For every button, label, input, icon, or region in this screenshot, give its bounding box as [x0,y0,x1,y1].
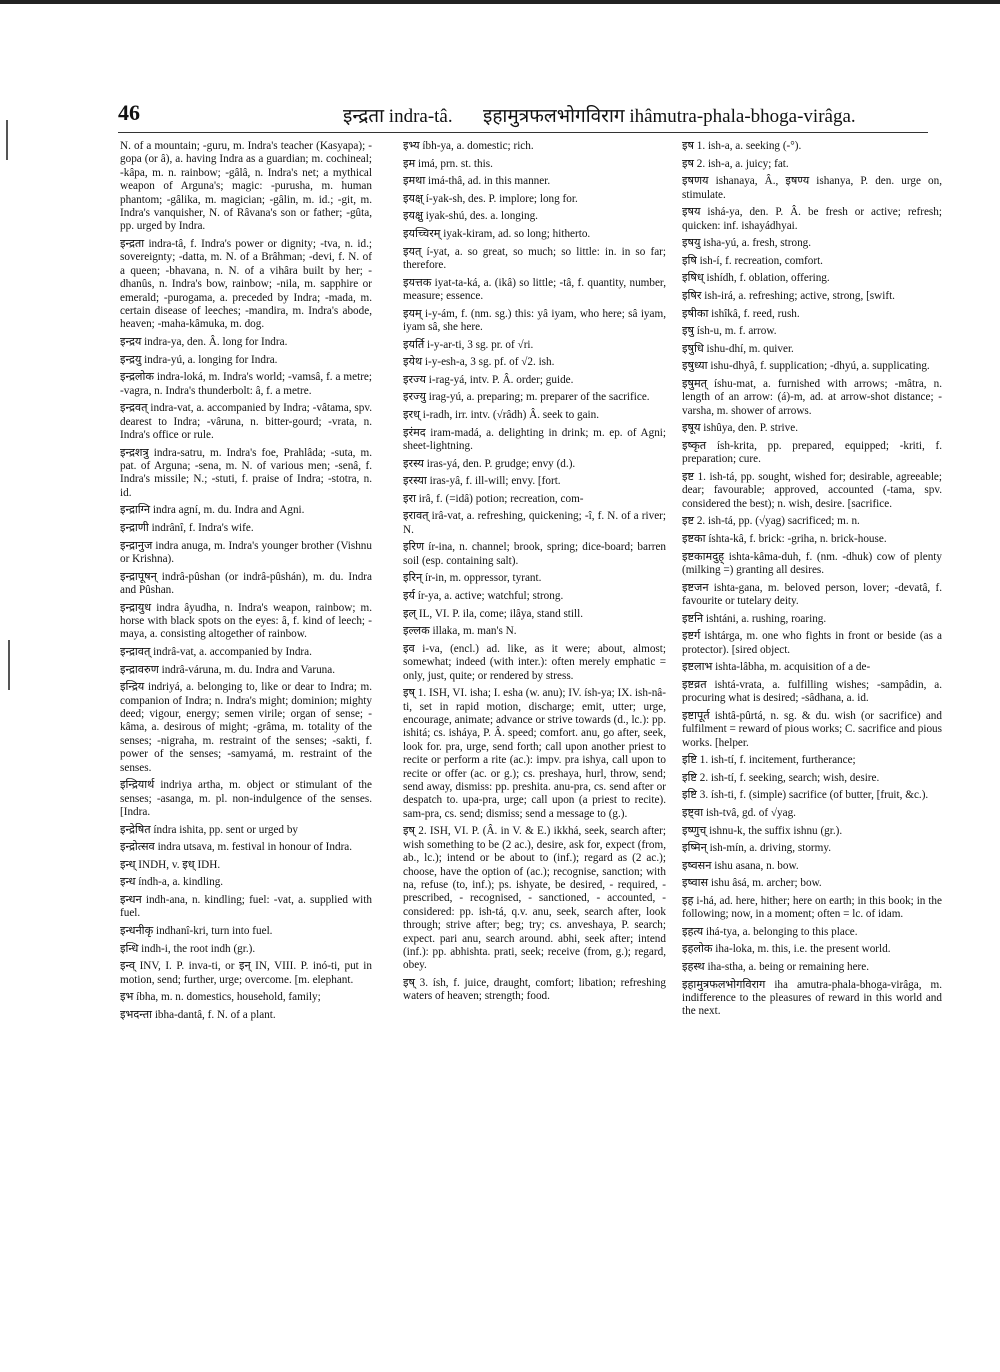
dictionary-entry: इषुधि ishu-dhí, m. quiver. [682,342,794,355]
dictionary-entry: इन्द्रिय indriyá, a. belonging to, like or dear to Indra; m. companion of Indra; n. Indra's might; dominion; mighty deed; vigour, energy; semen virile; organ of sense; -kâma, a. desirous of might; -grâma, m. totality of the senses; -nigraha, m. restraint of the senses; -sakti, f. power of the senses; -samyamá, m. restraint of the senses. [120,681,372,774]
dictionary-entry: इष्मिन् ish-mín, a. driving, stormy. [682,842,832,855]
top-border [0,0,1000,4]
dictionary-entry: इरस्या iras-yâ, f. ill-will; envy. [fort. [403,475,561,488]
margin-mark [8,640,10,690]
dictionary-entry: इरध् i-radh, irr. intv. (√râdh) Â. seek to gain. [403,408,600,421]
dictionary-entry: इषि ish-í, f. recreation, comfort. [682,254,823,267]
dictionary-entry: इष्टि 2. ish-tí, f. seeking, search; wish, desire. [682,771,880,784]
column-1 [120,140,372,1026]
dictionary-entry: इयेथ i-y-esh-a, 3 sg. pf. of √2. ish. [403,356,555,369]
dictionary-entry: इयक्ष् í-yak-sh, des. P. implore; long for. [403,192,578,205]
dictionary-entry: इभदन्ता ibha-dantâ, f. N. of a plant. [120,1008,276,1021]
dictionary-entry: इष 1. ish-a, a. seeking (-°). [682,140,802,152]
dictionary-entry: इष्टजन ishta-gana, m. beloved person, lover; -devatâ, f. favourite or tutelary deity. [682,581,942,607]
dictionary-entry: इन्ध् INDH, v. इध् IDH. [120,858,221,871]
dictionary-entry: इष 2. ish-a, a. juicy; fat. [682,157,789,170]
dictionary-entry: इष्टव्रत ishtá-vrata, a. fulfilling wishes; -sampâdin, a. procuring what is desired; -sâdhana, a. id. [682,678,942,705]
dictionary-entry: इयर्ति i-y-ar-ti, 3 sg. pr. of √ri. [403,338,534,351]
dictionary-entry: इष्ट्वा ish-tvâ, gd. of √yag. [682,806,796,819]
dictionary-entry: इष् 3. ísh, f. juice, draught, comfort; libation; refreshing waters of heaven; strength; food. [403,977,666,1003]
dictionary-entry: इयम् i-y-ám, f. (nm. sg.) this: yâ iyam, who here; sâ iyam, iyam sâ, she here. [403,307,666,333]
header-rule [118,132,928,133]
dictionary-entry: इहस्थ iha-stha, a. being or remaining here. [682,961,870,974]
running-head-right: इहामुत्रफलभोगविराग ihâmutra-phala-bhoga-virâga. [483,106,856,127]
page-header [118,100,928,130]
dictionary-entry: इन्द्रानुज indra anuga, m. Indra's younger brother (Vishnu or Krishna). [120,539,372,566]
dictionary-entry: इयत् í-yat, a. so great, so much; so little: in. in so far; therefore. [403,245,666,271]
dictionary-entry: इन्द्रयु indra-yú, a. longing for Indra. [120,353,278,366]
running-head-left: इन्द्रता indra-tâ. [343,106,453,127]
dictionary-entry: इभ्य íbh-ya, a. domestic; rich. [403,140,534,152]
dictionary-entry: इम imá, prn. st. this. [403,157,493,170]
dictionary-entry: इष्वसन ishu asana, n. bow. [682,859,799,872]
margin-mark [6,120,8,160]
dictionary-entry: इषुमत् íshu-mat, a. furnished with arrows; -mâtra, n. length of an arrow: (á)-m, ad. at arrow-shot distance; -varsha, m. shower of arrows. [682,377,942,417]
dictionary-entry: इर्य ír-ya, a. active; watchful; strong. [403,589,564,602]
dictionary-entry: इष्टलाभ ishta-lâbha, m. acquisition of a de- [682,661,871,674]
dictionary-entry: इष्टनि ishtáni, a. rushing, roaring. [682,612,827,625]
dictionary-entry: इरिण ír-ina, n. channel; brook, spring; dice-board; barren soil (esp. containing salt). [403,541,666,567]
dictionary-entry: इरज्य i-rag-yá, intv. P. Â. order; guide. [403,373,574,386]
column-2 [403,140,666,1008]
dictionary-entry: इन्द्रलोक indra-loká, m. Indra's world; -vamsâ, f. a metre; -vagra, n. Indra's thunderbolt: â, f. a metre. [120,371,372,397]
dictionary-entry: इन्द्राणी indrânî, f. Indra's wife. [120,522,254,535]
dictionary-entry: इन्द्रावरुण indrâ-váruna, m. du. Indra and Varuna. [120,663,336,676]
dictionary-entry: इन्ध índh-a, a. kindling. [120,876,224,889]
dictionary-entry: इन्द्रापूषन् indrâ-pûshan (or indrâ-pûshán), m. du. Indra and Pûshan. [120,570,372,597]
dictionary-entry: इमथा imá-thâ, ad. in this manner. [403,175,551,188]
dictionary-entry: इरस्य iras-yá, den. P. grudge; envy (d.). [403,457,576,470]
dictionary-entry: इषय ishá-ya, den. P. Â. be fresh or active; refresh; quicken: inf. ishayádhyai. [682,206,942,232]
dictionary-entry: इन्द्रियार्थ indriya artha, m. object or stimulant of the senses; -asanga, m. pl. non-indulgence of the senses. [Indra. [120,779,372,819]
dictionary-entry: इष्टका íshta-kâ, f. brick: -griha, n. brick-house. [682,532,887,545]
dictionary-entry: इन्धनीकृ indhanî-kri, turn into fuel. [120,925,273,938]
dictionary-entry: इल् IL, VI. P. ila, come; ilâya, stand still. [403,607,584,620]
dictionary-entry: इरावत् irâ-vat, a. refreshing, quickening; -î, f. N. of a river; N. [403,510,666,536]
dictionary-entry: इष्वास ishu âsá, m. archer; bow. [682,877,822,890]
dictionary-entry: इष्टर्ग ishtárga, m. one who fights in front or beside (as a protector). [sired object. [682,630,942,656]
dictionary-entry: इयत्तक iyat-ta-ká, a. (ikâ) so little; -tâ, f. quantity, number, measure; essence. [403,276,666,302]
dictionary-entry: इरिन् ír-in, m. oppressor, tyrant. [403,572,542,585]
dictionary-entry: इष्टि 3. ísh-ti, f. (simple) sacrifice (of butter, [fruit, &c.). [682,789,929,802]
dictionary-entry: इरंमद iram-madá, a. delighting in drink; m. ep. of Agni; sheet-lightning. [403,426,666,452]
dictionary-entry: इन्द्रय indra-ya, den. Â. long for Indra. [120,336,288,349]
dictionary-entry: इहामुत्रफलभोगविराग iha amutra-phala-bhoga-virâga, m. indifference to the pleasures of reward in this world and the next. [682,978,942,1018]
dictionary-entry: इषूय ishûya, den. P. strive. [682,422,799,435]
dictionary-entry: इन्द्राग्नि indra agní, m. du. Indra and Agni. [120,504,305,517]
dictionary-entry: इषिर ish-irá, a. refreshing; active, strong, [swift. [682,289,895,302]
dictionary-entry: इषिध् ishídh, f. oblation, offering. [682,272,830,285]
dictionary-entry: इरज्यु irag-yú, a. preparing; m. preparer of the sacrifice. [403,391,650,404]
dictionary-entry: इष् 2. ISH, VI. P. (Â. in V. & E.) ikkhá, seek, search after; wish something to be (2 ac.), desire, ask for, expect (from, ab., lc.); intend or be about to (inf.); regard as (2 ac.); choose, have the option of (ac.); recognise, sanction; with na, refuse (to, inf.); ps. ishyate, be desired, - required, - prescribed, - recognised, - sanctioned, - accounted, - considered: pp. ish-tá, q.v. anu, seek, search after, look through; strive after; beg; try; cs. anveshaya, P. search; expect. pari anu, search around. abhi, seek after; intend (inf.): pp. abhishta. prati, seek; receive (from, g.); regard, obey. [403,825,666,972]
dictionary-entry: इभ íbha, m. n. domestics, household, family; [120,991,321,1004]
dictionary-entry: इन्द्रोत्सव indra utsava, m. festival in honour of Indra. [120,841,353,854]
dictionary-entry: इन्द्रावत् indrâ-vat, a. accompanied by Indra. [120,646,312,659]
dictionary-entry: इव i-va, (encl.) ad. like, as it were; about, almost; somewhat; indeed (with inter.): often merely emphatic = only, just, quite; or rendered by stress. [403,642,666,682]
dictionary-entry: इहलोक iha-loka, m. this, i.e. the present world. [682,943,891,956]
dictionary-entry: इषणय ishanaya, Â., इषण्य ishanya, P. den. urge on, stimulate. [682,175,942,201]
dictionary-entry: इयच्चिरम् iyak-kiram, ad. so long; hitherto. [403,227,591,240]
dictionary-entry: इष्णुच् ishnu-k, the suffix ishnu (gr.). [682,824,843,837]
dictionary-entry: इन्द्रवत् indra-vat, a. accompanied by Indra; -vâtama, spv. dearest to Indra; -vâruna, n. bitter-gourd; -vrata, n. Indra's office or rule. [120,402,372,442]
dictionary-entry: इह i-há, ad. here, hither; here on earth; in this book; in the following; now, in a moment; often = lc. of idam. [682,894,942,921]
dictionary-entry: इष्कृत ísh-krita, pp. prepared, equipped; -kriti, f. preparation; cure. [682,439,942,466]
dictionary-entry: इन्धि indh-i, the root indh (gr.). [120,942,256,955]
dictionary-entry: इषयु isha-yú, a. fresh, strong. [682,237,812,250]
dictionary-entry: इष्ट 2. ish-tá, pp. (√yag) sacrificed; m. n. [682,515,860,528]
dictionary-entry: इषुध्या ishu-dhyâ, f. supplication; -dhyú, a. supplicating. [682,360,930,373]
dictionary-entry: इष्टकामदुह् ishta-kâma-duh, f. (nm. -dhuk) cow of plenty (milking =) granting all desires. [682,550,942,576]
dictionary-entry: इष् 1. ISH, VI. isha; I. esha (w. anu); IV. ísh-ya; IX. ish-nâ-ti, set in rapid motion, discharge; emit, utter; urge, encourage, animate; advance or strive towards (d., lc.): pp. ishitá; cs. isháya, P. Â. speed; comfort. anu, go after, seek, look for. pra, urge, send forth; call upon another priest to recite or perform a rite (ac.): impv. pra ishya, call upon to recite or offer (ac. or g.); cs. preshaya, hurl, throw, send; send away, dismiss: pp. preshita. anu-pra, cs. send after or despatch to. upa-pra, urge; call upon (a priest to recite). sam-pra, cs. send; dismiss; send a message to (g.). [403,687,666,820]
dictionary-entry: इरा irâ, f. (=idâ) potion; recreation, com- [403,492,584,505]
dictionary-entry: इष्ट 1. ish-tá, pp. sought, wished for; desirable, agreeable; dear; favourable; approved, accounted (-tama, spv. considered the best); n. wish, desire. [sacrifice. [682,470,942,510]
column-3 [682,140,942,1023]
dictionary-entry: N. of a mountain; -guru, m. Indra's teacher (Kasyapa); -gopa (or â), a. having Indra as a guardian; m. cochineal; -kâpa, m. n. rainbow; -gâlâ, n. Indra's net; a mythical weapon of Arguna's; magic: -purusha, m. human phantom; -gâlika, m. magician; -gâlin, m. id.; -git, m. Indra's vanquisher, N. of Râvana's son or father; -gûta, pp. urged by Indra. [120,140,372,233]
dictionary-entry: इन्द्रशत्रु indra-satru, m. Indra's foe, Prahlâda; -suta, m. pat. of Arguna; -sena, m. N. of various men; -senâ, f. Indra's missile; N.; -stuti, f. praise of Indra; -stotra, n. id. [120,446,372,499]
dictionary-entry: इल्लक illaka, m. man's N. [403,625,517,638]
dictionary-entry: इन्द्रायुध indra âyudha, n. Indra's weapon, rainbow; m. horse with black spots on the eyes: â, f. kind of leech; -maya, a. consisting altogether of rainbow. [120,601,372,641]
dictionary-entry: इषु ísh-u, m. f. arrow. [682,325,777,338]
dictionary-entry: इन्द्रेषित índra ishita, pp. sent or urged by [120,823,299,836]
dictionary-entry: इष्टापूर्त ishtâ-pûrtá, n. sg. & du. wish (or sacrifice) and fulfilment = reward of pious works; C. sacrifice and pious works. [helper. [682,709,942,749]
dictionary-entry: इयक्षु iyak-shú, des. a. longing. [403,210,538,223]
dictionary-entry: इन्द्रता indra-tâ, f. Indra's power or dignity; -tva, n. id.; sovereignty; -datta, m. N. of a Brâhman; -devi, f. N. of a queen; -bhavana, n. N. of a vihâra built by her; -dhanûs, n. Indra's bow, rainbow; -nila, m. sapphire or emerald; -purogama, a. preceded by Indra; -mada, m. certain disease of leeches; -mandira, m. Indra's abode, heaven; -maha-kâmuka, m. dog. [120,238,372,331]
dictionary-entry: इहत्य ihá-tya, a. belonging to this place. [682,925,858,938]
dictionary-entry: इष्टि 1. ish-tí, f. incitement, furtherance; [682,754,856,767]
page-number: 46 [118,100,140,125]
dictionary-entry: इन्धन indh-ana, n. kindling; fuel: -vat, a. supplied with fuel. [120,894,372,920]
dictionary-entry: इषीका ishîkâ, f. reed, rush. [682,307,800,320]
dictionary-entry: इन्व् INV, I. P. inva-ti, or इन् IN, VIII. P. inó-ti, put in motion, send; further, urge; overcome. [m. elephant. [120,960,372,986]
